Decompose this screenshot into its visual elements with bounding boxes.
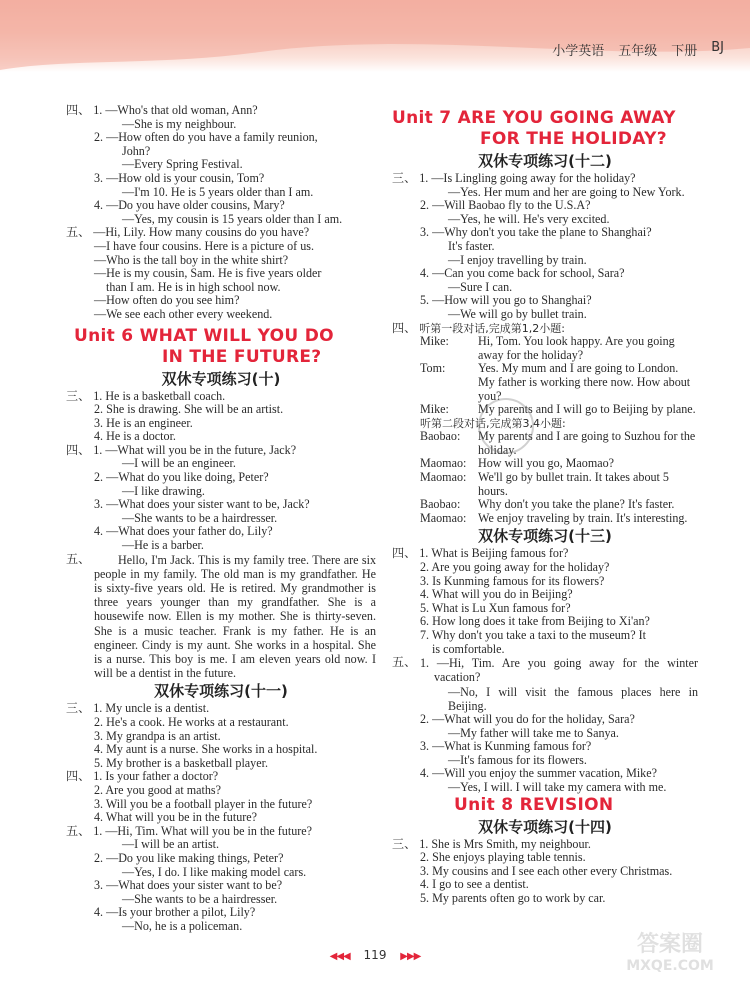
answer-line: 四、 1. —What will you be in the future, Jack?	[66, 442, 297, 457]
answer-line: —She wants to be a hairdresser.	[122, 510, 278, 525]
answer-line: —We will go by bullet train.	[448, 306, 587, 321]
answer-line: 五、 1. —Hi, Tim. What will you be in the future?	[66, 823, 313, 838]
answer-line: 2. Are you going away for the holiday?	[420, 560, 610, 575]
dialog-turn: Maomao: We'll go by bullet train. It takes about 5 hours.	[420, 470, 669, 498]
answer-line: 2. He's a cook. He works at a restaurant.	[94, 715, 289, 730]
answer-line: 5. My brother is a basketball player.	[94, 755, 268, 770]
answer-line: —No, he is a policeman.	[122, 918, 243, 933]
answer-line: 四、 听第一段对话,完成第1,2小题:	[392, 320, 565, 335]
answer-line: 4. What will you be in the future?	[94, 810, 257, 825]
answer-line: —How often do you see him?	[94, 293, 240, 308]
answer-line: —He is my cousin, Sam. He is five years older	[94, 266, 322, 281]
header-edition: BJ	[711, 40, 724, 55]
left-arrows-icon: ◀◀◀	[329, 951, 350, 962]
answer-line: —Every Spring Festival.	[122, 157, 243, 172]
answer-line: —Yes, I will. I will take my camera with me.	[448, 779, 667, 794]
answer-line: —Who is the tall boy in the white shirt?	[94, 252, 289, 267]
answer-line: 三、 1. He is a basketball coach.	[66, 388, 226, 403]
answer-line: 三、 1. She is Mrs Smith, my neighbour.	[392, 836, 591, 851]
answer-line: —My father will take me to Sanya.	[448, 725, 619, 740]
unit-8-title: Unit 8 REVISION	[454, 794, 614, 815]
answer-line: 3. He is an engineer.	[94, 415, 193, 430]
unit-6-title: Unit 6 WHAT WILL YOU DO	[74, 325, 334, 346]
answer-line: 3. My cousins and I see each other every Christmas.	[420, 863, 673, 878]
answer-line: It's faster.	[448, 238, 495, 253]
answer-line: 2. —How often do you have a family reunion,	[94, 130, 318, 145]
passage-block	[66, 553, 376, 681]
unit-7-title-cont: FOR THE HOLIDAY?	[480, 129, 667, 149]
answer-line: —I will be an artist.	[122, 837, 220, 852]
dialog-turn: Baobao: Why don't you take the plane? It's faster.	[420, 497, 675, 512]
answer-line: —Yes, my cousin is 15 years older than I am.	[122, 211, 343, 226]
section-label: 五、	[66, 551, 91, 566]
header-volume: 下册	[671, 44, 698, 59]
answer-line: —Sure I can.	[448, 279, 513, 294]
answer-line: —It's famous for its flowers.	[448, 752, 587, 767]
answer-line: 6. How long does it take from Beijing to Xi'an?	[420, 614, 650, 629]
answer-line: —We see each other every weekend.	[94, 306, 273, 321]
unit-7-title: Unit 7 ARE YOU GOING AWAY	[392, 108, 676, 128]
answer-line: 3. Is Kunming famous for its flowers?	[420, 573, 605, 588]
answer-line: 4. —Can you come back for school, Sara?	[420, 266, 625, 281]
answer-line: 2. —What will you do for the holiday, Sara?	[420, 712, 635, 726]
header-grade: 五年级	[618, 44, 658, 59]
answer-line: —She wants to be a hairdresser.	[122, 891, 278, 906]
answer-line: 4. I go to see a dentist.	[420, 877, 529, 892]
dialog-turn: Mike: My parents and I will go to Beijing by plane.	[420, 402, 696, 417]
right-arrows-icon: ▶▶▶	[400, 951, 421, 962]
answer-line: 5. My parents often go to work by car.	[420, 890, 606, 905]
dialog-turn: Baobao: My parents and I are going to Suzhou for the holiday.	[420, 429, 696, 457]
answer-block: 五、 1. —Hi, Tim. Are you going away for the winter vacation?	[392, 655, 698, 685]
exercise-13-title: 双休专项练习(十三)	[478, 527, 612, 546]
answer-line: 三、 1. —Is Lingling going away for the holiday?	[392, 171, 636, 185]
answer-line: 3. Will you be a football player in the future?	[94, 796, 313, 811]
answer-line: 3. —What does your sister want to be?	[94, 878, 283, 893]
answer-line: 3. My grandpa is an artist.	[94, 728, 221, 743]
answer-line: 2. Are you good at maths?	[94, 783, 221, 798]
answer-line: —He is a barber.	[122, 538, 204, 553]
left-column	[66, 104, 376, 934]
header-meta	[552, 40, 724, 59]
answer-line: —No, I will visit the famous places here in Beijing.	[448, 684, 698, 713]
page-number: 119	[363, 948, 387, 962]
answer-line: 3. —What is Kunming famous for?	[420, 739, 592, 754]
watermark-logo	[610, 927, 730, 981]
answer-line: —I like drawing.	[122, 483, 205, 498]
answer-line: 五、 —Hi, Lily. How many cousins do you have?	[66, 225, 310, 240]
answer-line: 2. —Will Baobao fly to the U.S.A?	[420, 198, 591, 213]
answer-line: 2. She enjoys playing table tennis.	[420, 850, 586, 865]
answer-line: 4. —Will you enjoy the summer vacation, Mike?	[420, 766, 657, 781]
answer-line: 4. —Is your brother a pilot, Lily?	[94, 905, 256, 920]
answer-line: 4. My aunt is a nurse. She works in a hospital.	[94, 742, 318, 757]
answer-line: is comfortable.	[432, 641, 505, 656]
answer-line: 7. Why don't you take a taxi to the museum? It	[420, 628, 646, 642]
answer-line: 3. —Why don't you take the plane to Shanghai?	[420, 225, 652, 240]
right-column	[392, 108, 698, 906]
passage-text: Hello, I'm Jack. This is my family tree. There are six people in my family. The old man is my grandfather. He is sixty-five years old. He is retired. My grandmother is three years younger than my grandfather. She is a housewife now. Ellen is my mother. She is thirty-seven. She is a music teacher. Frank is my father. He is an engineer. Cindy is my aunt. She works in a hospital. She is a nurse. This boy is me. I am eleven years old now. I will be a dentist in the future.	[94, 552, 376, 681]
answer-line: 4. —What does your father do, Lily?	[94, 524, 273, 539]
answer-line: 5. —How will you go to Shanghai?	[420, 293, 592, 308]
watermark-url: MXQE.COM	[626, 958, 714, 974]
answer-line: —Yes. Her mum and her are going to New York.	[448, 184, 685, 199]
exercise-10-title: 双休专项练习(十)	[161, 369, 281, 388]
answer-line: —She is my neighbour.	[122, 116, 237, 131]
answer-line: 2. —Do you like making things, Peter?	[94, 850, 284, 865]
answer-line: 5. What is Lu Xun famous for?	[420, 600, 571, 615]
dialog-turn: Maomao: How will you go, Maomao?	[420, 456, 615, 471]
answer-line: —I enjoy travelling by train.	[448, 252, 587, 267]
answer-line: —I'm 10. He is 5 years older than I am.	[122, 184, 314, 199]
answer-line: —I have four cousins. Here is a picture of us.	[94, 238, 314, 253]
answer-line: 四、 1. What is Beijing famous for?	[392, 546, 569, 561]
answer-line: 3. —How old is your cousin, Tom?	[94, 170, 265, 185]
watermark-text: 答案圈	[636, 932, 703, 957]
exercise-14-title: 双休专项练习(十四)	[478, 817, 612, 836]
header-subject: 小学英语	[552, 44, 605, 59]
answer-line: 2. She is drawing. She will be an artist.	[94, 402, 284, 417]
dialog-turn: Maomao: We enjoy traveling by train. It's interesting.	[420, 510, 688, 525]
faint-stamp-mark	[478, 398, 534, 454]
answer-line: —Yes, I do. I like making model cars.	[122, 864, 307, 879]
answer-line: —Yes, he will. He's very excited.	[448, 211, 610, 226]
answer-line: 听第二段对话,完成第3,4小题:	[420, 416, 566, 430]
answer-line: 4. What will you do in Beijing?	[420, 587, 573, 602]
answer-line: 四、 1. Is your father a doctor?	[66, 769, 219, 784]
dialog-turn: Mike: Hi, Tom. You look happy. Are you going away for the holiday?	[420, 334, 675, 362]
answer-line: 2. —What do you like doing, Peter?	[94, 470, 269, 485]
answer-line: —I will be an engineer.	[122, 456, 236, 471]
answer-line: 4. He is a doctor.	[94, 429, 176, 444]
page-header	[0, 0, 750, 72]
answer-line: 4. —Do you have older cousins, Mary?	[94, 198, 285, 213]
answer-line: 3. —What does your sister want to be, Jack?	[94, 497, 310, 512]
answer-line: than I am. He is in high school now.	[106, 279, 281, 294]
exercise-12-title: 双休专项练习(十二)	[478, 152, 612, 170]
answer-line: 四、 1. —Who's that old woman, Ann?	[66, 103, 258, 117]
answer-line: 三、 1. My uncle is a dentist.	[66, 701, 210, 716]
unit-6-title-cont: IN THE FUTURE?	[162, 346, 322, 367]
dialog-turn: Tom: Yes. My mum and I are going to London. My father is working there now. How about you?	[420, 361, 691, 403]
answer-line: John?	[122, 143, 151, 158]
exercise-11-title: 双休专项练习(十一)	[154, 682, 288, 701]
